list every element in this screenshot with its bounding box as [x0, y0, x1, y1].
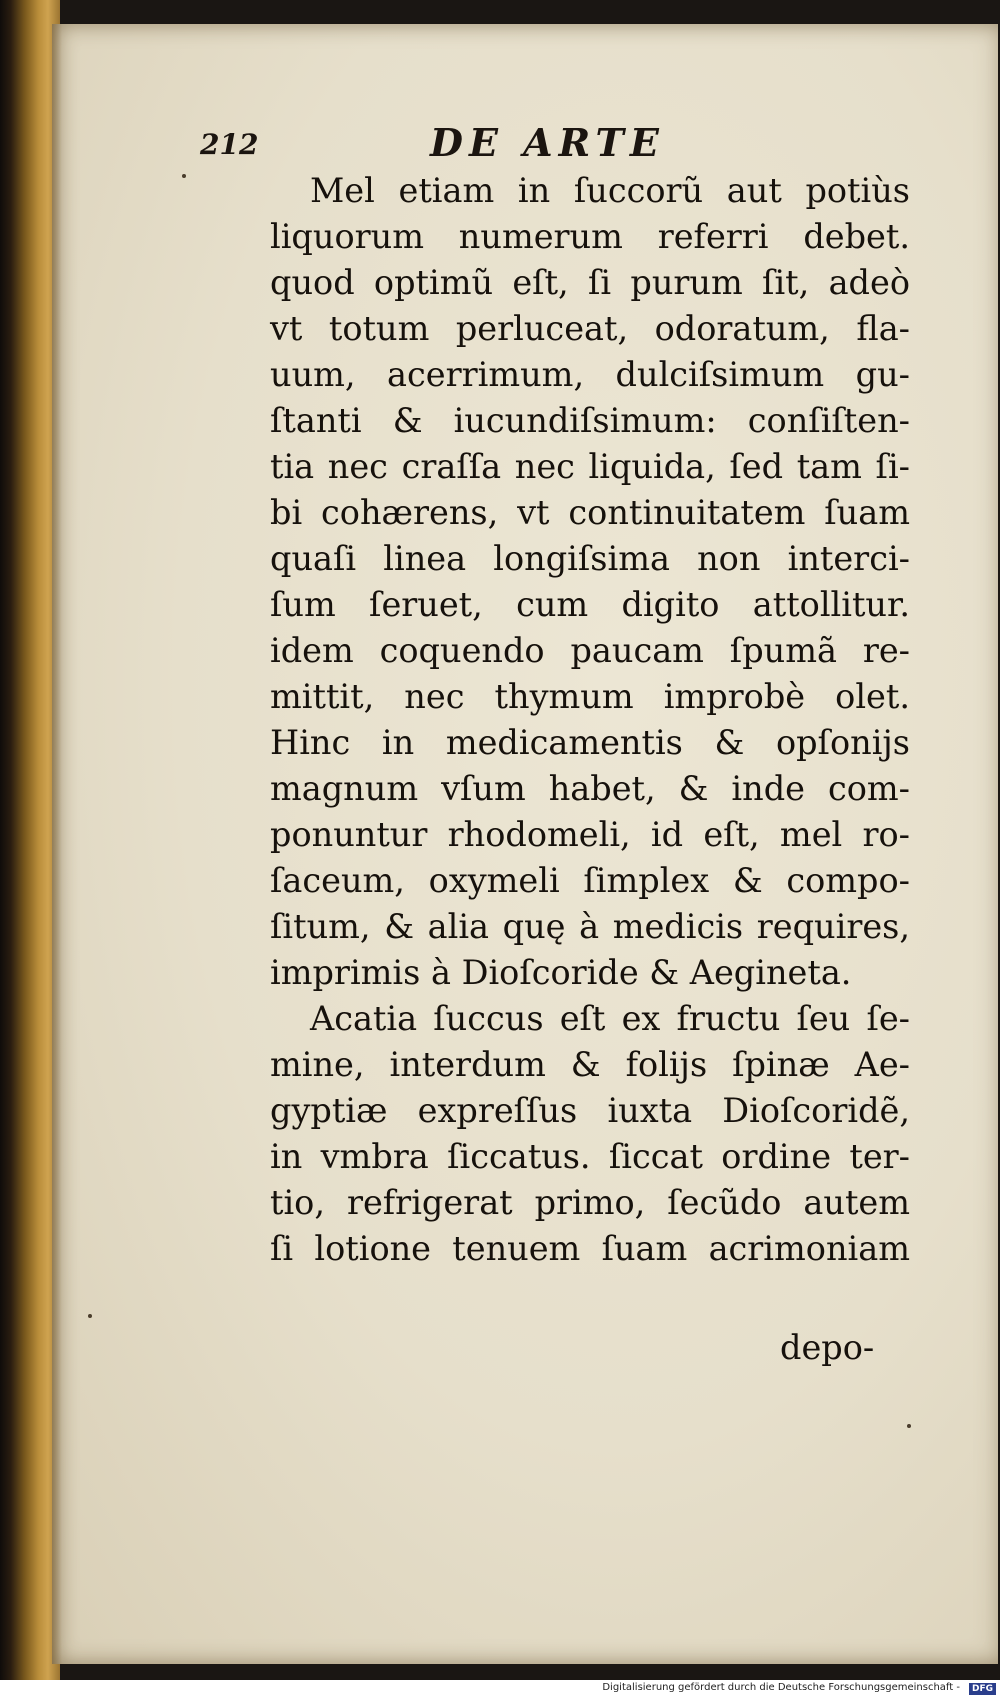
text-line: uum, acerrimum, dulciſsimum gu- [270, 355, 910, 394]
text-line: ſitum, & alia quę à medicis requires, [270, 907, 910, 946]
paper-speck [182, 174, 186, 178]
text-line: Mel etiam in ſuccorũ aut potiùs [310, 171, 910, 210]
text-line: idem coquendo paucam ſpumã re- [270, 631, 910, 670]
text-line: Acatia ſuccus eſt ex fructu ſeu ſe- [310, 999, 910, 1038]
text-line: quod optimũ eſt, ſi purum ſit, adeò [270, 263, 910, 302]
text-line: in vmbra ſiccatus. ſiccat ordine ter- [270, 1137, 910, 1176]
running-title: DE ARTE [430, 120, 665, 165]
page-header [200, 120, 760, 165]
text-line: ſum ſeruet, cum digito attollitur. [270, 585, 910, 624]
paper-speck [907, 1424, 911, 1428]
text-line: magnum vſum habet, & inde com- [270, 769, 910, 808]
book-binding-edge [0, 0, 60, 1699]
text-line: tio, refrigerat primo, ſecũdo autem [270, 1183, 910, 1222]
text-line: liquorum numerum referri debet. [270, 217, 910, 256]
page-shadow [52, 24, 62, 1664]
text-line: mittit, nec thymum improbè olet. [270, 677, 910, 716]
text-line: Hinc in medicamentis & opſonijs [270, 723, 910, 762]
body-text [270, 168, 910, 1272]
text-line: mine, interdum & folijs ſpinæ Ae- [270, 1045, 910, 1084]
digitization-footer [0, 1680, 1000, 1699]
catchword: depo- [780, 1328, 875, 1367]
dfg-logo: DFG [969, 1683, 996, 1695]
text-line: ſaceum, oxymeli ſimplex & compo- [270, 861, 910, 900]
text-line: imprimis à Dioſcoride & Aegineta. [270, 953, 852, 992]
footer-credit: Digitalisierung gefördert durch die Deutsche Forschungsgemeinschaft - [602, 1682, 960, 1693]
text-line: ſi lotione tenuem ſuam acrimoniam [270, 1229, 910, 1268]
text-line: tia nec craſſa nec liquida, ſed tam ſi- [270, 447, 910, 486]
paper-speck [88, 1314, 92, 1318]
text-line: quaſi linea longiſsima non interci- [270, 539, 910, 578]
page-number: 212 [200, 128, 259, 161]
text-line: ponuntur rhodomeli, id eſt, mel ro- [270, 815, 910, 854]
text-line: ſtanti & iucundiſsimum: conſiſten- [270, 401, 910, 440]
text-line: vt totum perluceat, odoratum, fla- [270, 309, 910, 348]
text-line: gyptiæ expreſſus iuxta Dioſcoridẽ, [270, 1091, 910, 1130]
text-line: bi cohærens, vt continuitatem ſuam [270, 493, 910, 532]
